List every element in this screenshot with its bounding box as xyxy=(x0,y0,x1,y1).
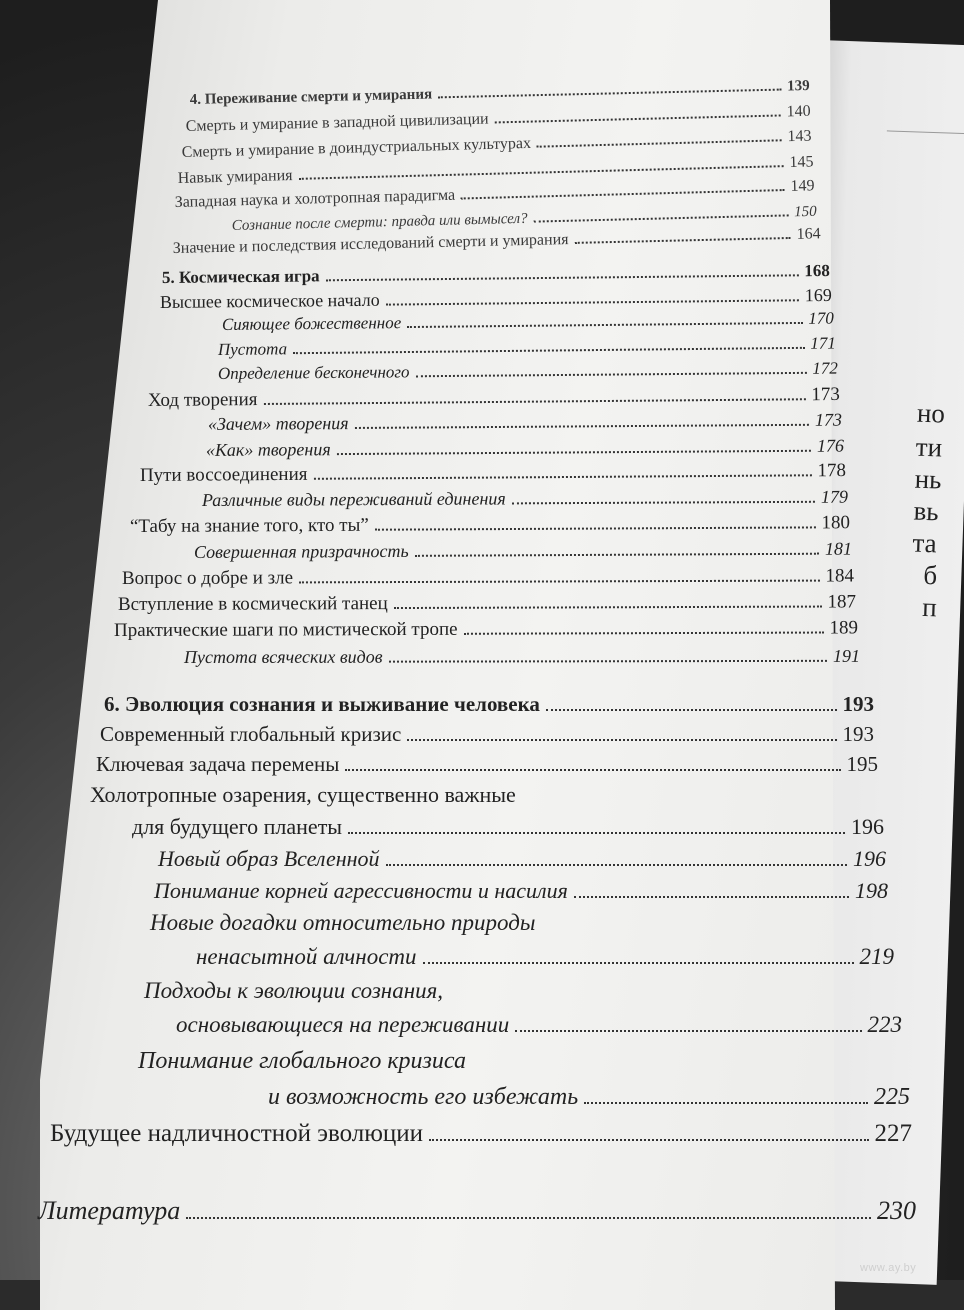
toc-entry-page: 193 xyxy=(842,692,874,716)
toc-entry-label: Вопрос о добре и зле xyxy=(121,567,294,589)
toc-entry-label: Высшее космическое начало xyxy=(159,289,380,313)
toc-leader-dots xyxy=(337,450,811,455)
toc-entry-label: Литература xyxy=(38,1196,181,1225)
toc-entry-page: 140 xyxy=(786,102,811,121)
toc-entry xyxy=(202,487,848,511)
toc-entry-label: основывающиеся на переживании xyxy=(176,1012,510,1037)
toc-entry-label: Различные виды переживаний единения xyxy=(201,488,506,510)
toc-entry xyxy=(144,978,443,1004)
toc-entry-label: Холотропные озарения, существенно важные xyxy=(90,782,516,807)
toc-entry-label: Современный глобальный кризис xyxy=(100,722,402,746)
toc-entry-page: 189 xyxy=(829,617,858,639)
toc-leader-dots xyxy=(574,896,849,898)
toc-entry-page: 168 xyxy=(804,261,830,281)
toc-entry-page: 170 xyxy=(808,308,834,328)
toc-leader-dots xyxy=(386,299,799,305)
toc-entry xyxy=(184,646,860,668)
toc-entry xyxy=(206,436,844,461)
right-page-fragment: п xyxy=(921,591,938,623)
toc-entry-label: Понимание корней агрессивности и насилия xyxy=(154,878,568,903)
toc-leader-dots xyxy=(407,322,802,328)
toc-entry xyxy=(100,722,874,747)
toc-entry-label: Определение бесконечного xyxy=(217,362,410,384)
toc-entry-label: Практические шаги по мистической тропе xyxy=(113,618,458,641)
toc-entry-label: Пустота всяческих видов xyxy=(183,646,383,667)
watermark: www.ay.by xyxy=(860,1262,917,1274)
toc-entry-label: Западная наука и холотропная парадигма xyxy=(174,186,456,212)
toc-entry xyxy=(132,814,884,840)
toc-entry-label: Навык умирания xyxy=(177,167,293,188)
toc-leader-dots xyxy=(375,526,816,530)
right-page-fragment: нь xyxy=(914,463,943,495)
toc-entry-label: Смерть и умирание в доиндустриальных культурах xyxy=(181,134,532,162)
toc-leader-dots xyxy=(416,372,807,377)
toc-entry-label: Ключевая задача перемены xyxy=(96,752,340,776)
toc-entry-page: 187 xyxy=(827,591,856,613)
right-page-fragment: вь xyxy=(913,495,940,527)
toc-leader-dots xyxy=(584,1102,868,1104)
toc-leader-dots xyxy=(348,832,845,834)
toc-entry-page: 195 xyxy=(846,752,878,776)
toc-entry-page: 173 xyxy=(814,409,842,430)
toc-entry-label: Пути воссоединения xyxy=(139,463,308,487)
right-page-fragment: но xyxy=(916,397,946,429)
toc-leader-dots xyxy=(389,660,827,663)
toc-entry-page: 230 xyxy=(877,1196,916,1225)
toc-leader-dots xyxy=(464,632,824,635)
toc-entry-page: 193 xyxy=(842,722,874,746)
toc-leader-dots xyxy=(534,214,789,222)
toc-entry-page: 179 xyxy=(820,486,848,507)
toc-entry-label: Понимание глобального кризиса xyxy=(138,1048,466,1074)
toc-chapter-6 xyxy=(104,692,874,717)
toc-entry-page: 178 xyxy=(817,460,846,482)
toc-entry xyxy=(194,539,852,563)
toc-entry-page: 225 xyxy=(874,1084,910,1110)
toc-leader-dots xyxy=(293,347,804,354)
toc-leader-dots xyxy=(386,864,847,866)
toc-entry xyxy=(114,617,858,642)
toc-entry-page: 219 xyxy=(859,944,894,969)
toc-entry-label: Новый образ Вселенной xyxy=(158,846,380,871)
toc-entry-label: Смерть и умирание в западной цивилизации xyxy=(185,110,489,136)
toc-entry-label: для будущего планеты xyxy=(132,814,343,839)
toc-leader-dots xyxy=(415,553,819,557)
toc-entry-label: 5. Космическая игра xyxy=(161,266,320,288)
toc-leader-dots xyxy=(575,237,791,244)
toc-entry xyxy=(196,944,894,970)
toc-leader-dots xyxy=(345,769,840,771)
toc-leader-dots xyxy=(512,501,815,505)
toc-entry-page: 149 xyxy=(790,177,815,195)
toc-entry xyxy=(138,1048,466,1075)
toc-leader-dots xyxy=(355,424,809,429)
toc-entry-label: Будущее надличностной эволюции xyxy=(50,1120,424,1147)
toc-entry xyxy=(38,1196,916,1226)
toc-entry-label: Новые догадки относительно природы xyxy=(150,910,536,935)
toc-entry xyxy=(90,782,516,808)
toc-entry-page: 164 xyxy=(796,225,821,243)
toc-entry-label: 6. Эволюция сознания и выживание человека xyxy=(104,692,540,716)
toc-entry-label: Сознание после смерти: правда или вымысел? xyxy=(231,210,528,235)
toc-entry xyxy=(154,878,888,904)
right-page-fragment: ти xyxy=(915,431,943,463)
toc-entry-page: 169 xyxy=(804,284,832,306)
toc-entry xyxy=(118,591,856,616)
toc-entry-label: Сияющее божественное xyxy=(221,313,402,335)
toc-leader-dots xyxy=(537,139,782,147)
toc-entry-label: и возможность его избежать xyxy=(268,1084,579,1110)
toc-entry-page: 184 xyxy=(825,565,854,587)
toc-entry-page: 223 xyxy=(867,1012,902,1037)
toc-leader-dots xyxy=(546,709,837,711)
toc-entry xyxy=(130,512,850,538)
toc-entry xyxy=(150,910,535,936)
toc-entry-label: Ход творения xyxy=(147,389,258,412)
toc-entry-label: ненасытной алчности xyxy=(196,944,417,969)
toc-entry xyxy=(96,752,878,777)
toc-entry-label: Вступление в космический танец xyxy=(117,593,388,615)
toc-entry xyxy=(122,565,854,590)
toc-leader-dots xyxy=(407,739,836,741)
toc-leader-dots xyxy=(299,580,819,584)
toc-entry-label: «Зачем» творения xyxy=(207,413,349,435)
toc-entry-page: 173 xyxy=(811,383,840,406)
toc-leader-dots xyxy=(314,474,812,479)
toc-entry-label: Совершенная призрачность xyxy=(193,540,409,562)
toc-leader-dots xyxy=(423,962,854,964)
toc-entry-page: 150 xyxy=(793,203,817,221)
toc-entry xyxy=(158,846,886,872)
toc-entry-page: 180 xyxy=(821,512,850,534)
toc-entry-page: 196 xyxy=(851,814,884,839)
toc-entry-label: «Как» творения xyxy=(205,439,331,461)
toc-leader-dots xyxy=(429,1139,868,1141)
toc-entry-page: 171 xyxy=(810,333,836,353)
toc-entry-page: 145 xyxy=(789,153,814,171)
toc-entry-label: Пустота xyxy=(217,339,288,360)
toc-entry-page: 181 xyxy=(824,538,852,559)
toc-entry-label: 4. Переживание смерти и умирания xyxy=(189,86,433,109)
toc-entry-label: Подходы к эволюции сознания, xyxy=(144,978,444,1003)
toc-leader-dots xyxy=(186,1217,871,1219)
toc-entry xyxy=(176,1012,902,1038)
toc-entry-page: 139 xyxy=(786,77,810,95)
toc-entry-page: 191 xyxy=(832,645,860,666)
toc-leader-dots xyxy=(495,114,781,123)
toc-entry-page: 172 xyxy=(812,358,838,378)
toc-entry xyxy=(208,410,842,435)
toc-entry-label: Значение и последствия исследований смерти и умирания xyxy=(172,231,569,258)
toc-leader-dots xyxy=(263,398,805,405)
toc-entry xyxy=(268,1084,910,1111)
toc-entry-page: 198 xyxy=(855,878,888,903)
toc-entry-page: 143 xyxy=(787,127,812,146)
toc-entry xyxy=(50,1120,912,1148)
toc-entry-page: 196 xyxy=(853,846,886,871)
toc-entry-label: “Табу на знание того, кто ты” xyxy=(129,514,369,537)
right-page-fragment: б xyxy=(922,559,938,591)
right-page-fragment: та xyxy=(911,527,938,559)
toc-leader-dots xyxy=(394,606,822,609)
right-page-rule xyxy=(887,130,964,134)
toc-leader-dots xyxy=(326,274,799,281)
toc-entry-page: 176 xyxy=(816,435,844,456)
toc-entry-page: 227 xyxy=(874,1120,912,1147)
toc-leader-dots xyxy=(515,1030,861,1032)
